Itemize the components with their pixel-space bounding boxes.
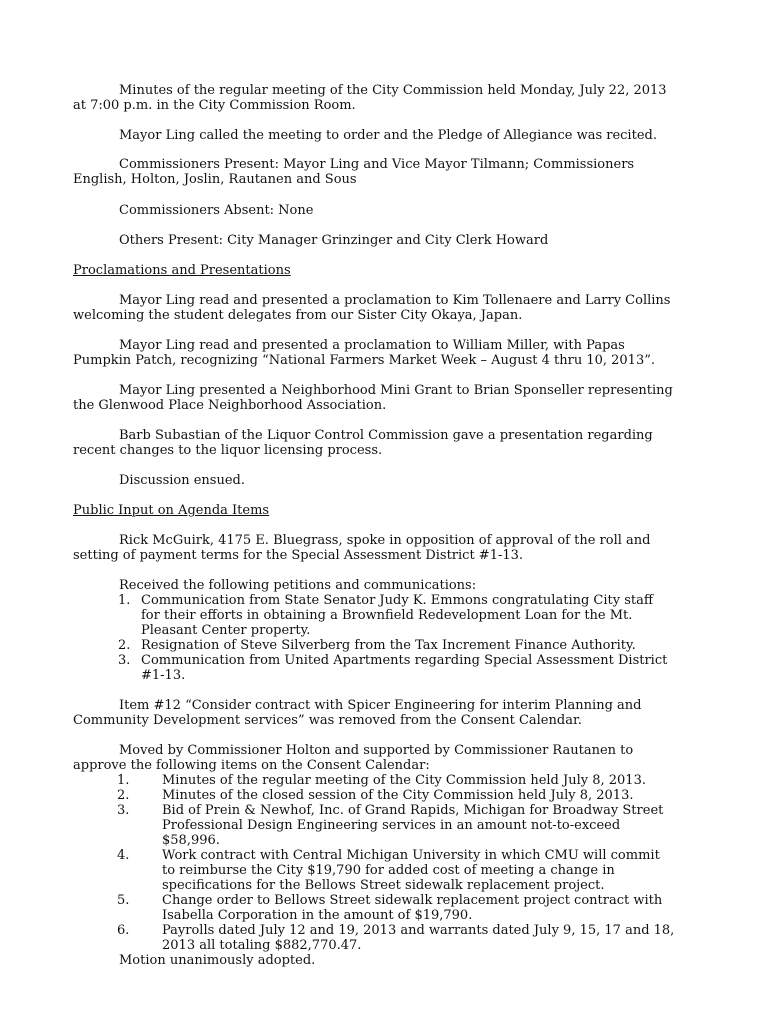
petitions-intro: Received the following petitions and communications: — [119, 578, 477, 593]
petitions-list — [73, 593, 693, 683]
list-item-text: $58,996. — [162, 833, 220, 848]
list-item-text: specifications for the Bellows Street sidewalk replacement project. — [162, 878, 605, 893]
consent-motion-paragraph: Moved by Commissioner Holton and supported by Commissioner Rautanen to approve the following items on the Consent Calendar: — [73, 743, 634, 773]
list-item — [73, 848, 693, 893]
motion-result: Motion unanimously adopted. — [119, 953, 316, 968]
list-item-number: 2. — [117, 788, 130, 803]
public-input-paragraph: Rick McGuirk, 4175 E. Bluegrass, spoke in opposition of approval of the roll and setting of payment terms for the Special Assessment District #1-13. — [73, 533, 651, 563]
list-item-text: Minutes of the closed session of the City Commission held July 8, 2013. — [162, 788, 634, 803]
consent-items-list — [73, 773, 693, 953]
list-item-text: Pleasant Center property. — [141, 623, 311, 638]
item-12-paragraph: Item #12 “Consider contract with Spicer Engineering for interim Planning and Community Development services” was removed from the Consent Calendar. — [73, 698, 642, 728]
list-item-number: 1. — [117, 773, 130, 788]
list-item — [73, 773, 693, 788]
public-input-heading: Public Input on Agenda Items — [73, 503, 270, 518]
list-item-text: Resignation of Steve Silverberg from the Tax Increment Finance Authority. — [141, 638, 636, 653]
list-item-text: Communication from State Senator Judy K. Emmons congratulating City staff — [141, 593, 654, 608]
proclamation-paragraph: Mayor Ling read and presented a proclamation to William Miller, with Papas Pumpkin Patch, recognizing “National Farmers Market Week – August 4 thru 10, 2013”. — [73, 338, 656, 368]
list-item-number: 5. — [117, 893, 130, 908]
list-item-text: Work contract with Central Michigan University in which CMU will commit — [162, 848, 660, 863]
list-item-number: 3. — [118, 653, 131, 668]
list-item-text: Minutes of the regular meeting of the City Commission held July 8, 2013. — [162, 773, 646, 788]
others-present-paragraph: Others Present: City Manager Grinzinger and City Clerk Howard — [119, 233, 549, 248]
list-item-number: 2. — [118, 638, 131, 653]
list-item — [73, 923, 693, 953]
list-item-text: Bid of Prein & Newhof, Inc. of Grand Rapids, Michigan for Broadway Street — [162, 803, 664, 818]
list-item-number: 4. — [117, 848, 130, 863]
list-item-number: 3. — [117, 803, 130, 818]
liquor-control-paragraph: Barb Subastian of the Liquor Control Commission gave a presentation regarding recent changes to the liquor licensing process. — [73, 428, 653, 458]
list-item — [73, 803, 693, 848]
list-item-text: #1-13. — [141, 668, 186, 683]
discussion-paragraph: Discussion ensued. — [119, 473, 245, 488]
mini-grant-paragraph: Mayor Ling presented a Neighborhood Mini Grant to Brian Sponseller representing the Glenwood Place Neighborhood Association. — [73, 383, 673, 413]
list-item-text: Professional Design Engineering services in an amount not-to-exceed — [162, 818, 621, 833]
proclamation-paragraph: Mayor Ling read and presented a proclamation to Kim Tollenaere and Larry Collins welcoming the student delegates from our Sister City Okaya, Japan. — [73, 293, 671, 323]
list-item — [73, 893, 693, 923]
proclamations-heading: Proclamations and Presentations — [73, 263, 291, 278]
call-to-order-paragraph: Mayor Ling called the meeting to order and the Pledge of Allegiance was recited. — [119, 128, 657, 143]
intro-paragraph: Minutes of the regular meeting of the City Commission held Monday, July 22, 2013 at 7:00 p.m. in the City Commission Room. — [73, 83, 667, 113]
commissioners-absent-paragraph: Commissioners Absent: None — [119, 203, 314, 218]
list-item-text: Communication from United Apartments regarding Special Assessment District — [141, 653, 668, 668]
list-item-text: to reimburse the City $19,790 for added cost of meeting a change in — [162, 863, 615, 878]
list-item-text: Payrolls dated July 12 and 19, 2013 and warrants dated July 9, 15, 17 and 18, — [162, 923, 675, 938]
list-item-number: 1. — [118, 593, 131, 608]
list-item — [73, 638, 693, 653]
list-item — [73, 653, 693, 683]
commissioners-present-paragraph: Commissioners Present: Mayor Ling and Vice Mayor Tilmann; Commissioners English, Holton, Joslin, Rautanen and Sous — [73, 157, 635, 187]
list-item-text: for their efforts in obtaining a Brownfield Redevelopment Loan for the Mt. — [141, 608, 633, 623]
list-item-text: Isabella Corporation in the amount of $19,790. — [162, 908, 473, 923]
list-item — [73, 593, 693, 638]
list-item-text: 2013 all totaling $882,770.47. — [162, 938, 362, 953]
list-item-number: 6. — [117, 923, 130, 938]
list-item — [73, 788, 693, 803]
list-item-text: Change order to Bellows Street sidewalk replacement project contract with — [162, 893, 663, 908]
